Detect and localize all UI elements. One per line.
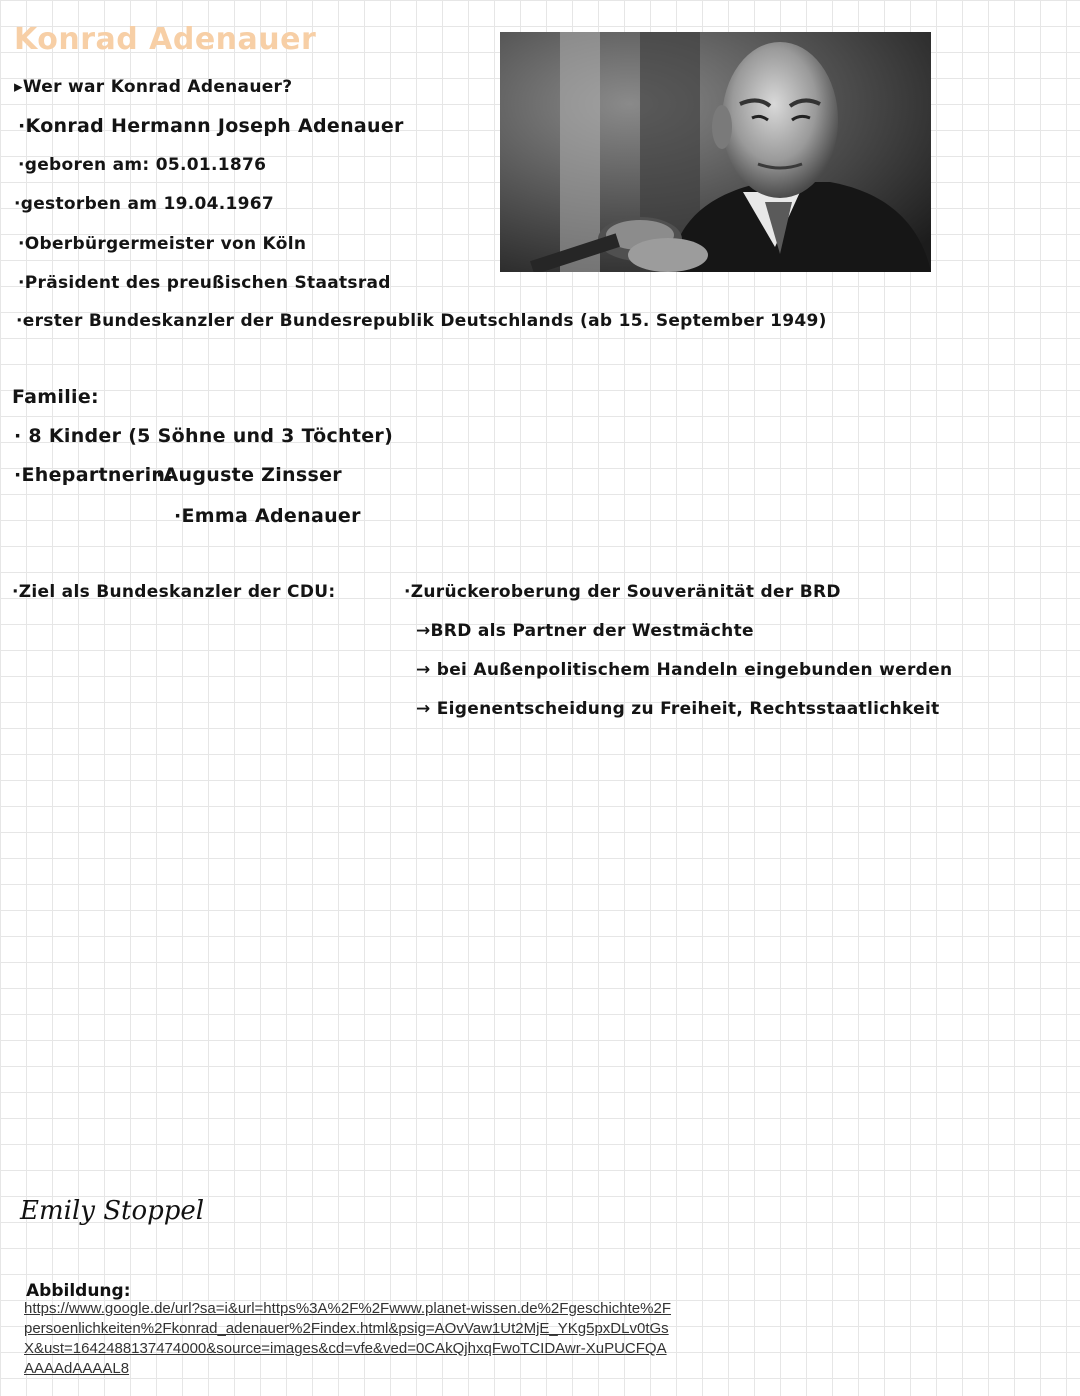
author-name: Emily Stoppel xyxy=(20,1196,205,1226)
goals-label: ·Ziel als Bundeskanzler der CDU: xyxy=(12,582,336,602)
goal-item-1: ·Zurückeroberung der Souveränität der BRD xyxy=(404,582,841,602)
family-children: · 8 Kinder (5 Söhne und 3 Töchter) xyxy=(14,425,394,447)
goal-item-2: →BRD als Partner der Westmächte xyxy=(416,621,754,641)
source-label: Abbildung: xyxy=(26,1281,131,1301)
goal-item-4: → Eigenentscheidung zu Freiheit, Rechtsstaatlichkeit xyxy=(416,699,940,719)
family-spouse-label: ·Ehepartnerin: xyxy=(14,464,174,486)
source-link[interactable]: https://www.google.de/url?sa=i&url=https%3A%2F%2Fwww.planet-wissen.de%2Fgeschichte%2Fpersoenlichkeiten%2Fkonrad_adenauer%2Findex.html&psig=AOvVaw1Ut2MjE_YKg5pxDLv0tGsX&ust=1642488137474000&source=images&cd=vfe&ved=0CAkQjhxqFwoTCIDAwr-XuPUCFQAAAAAdAAAAL8 xyxy=(24,1300,671,1377)
family-spouse-1: ·Auguste Zinsser xyxy=(156,464,342,486)
family-heading: Familie: xyxy=(12,386,99,408)
fact-chancellor: ·erster Bundeskanzler der Bundesrepublik Deutschlands (ab 15. September 1949) xyxy=(16,311,827,331)
fact-full-name: ·Konrad Hermann Joseph Adenauer xyxy=(18,115,404,137)
page-title: Konrad Adenauer xyxy=(14,22,317,57)
intro-question: ▸Wer war Konrad Adenauer? xyxy=(14,77,293,97)
fact-mayor: ·Oberbürgermeister von Köln xyxy=(18,234,307,254)
family-spouse-2: ·Emma Adenauer xyxy=(174,505,361,527)
fact-born: ·geboren am: 05.01.1876 xyxy=(18,155,267,175)
portrait-photo xyxy=(500,32,931,272)
fact-president: ·Präsident des preußischen Staatsrad xyxy=(18,273,391,293)
goal-item-3: → bei Außenpolitischem Handeln eingebunden werden xyxy=(416,660,953,680)
fact-died: ·gestorben am 19.04.1967 xyxy=(14,194,275,214)
